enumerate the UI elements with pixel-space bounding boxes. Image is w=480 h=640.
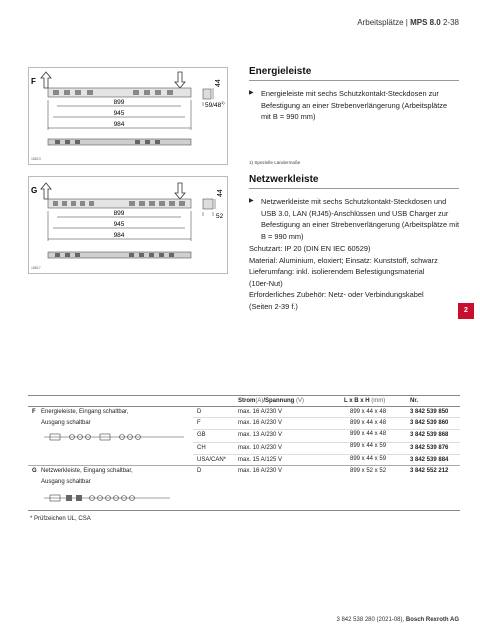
row-nr: 3 842 552 212 — [410, 468, 449, 474]
table-footnote: * Prüfzeichen UL, CSA — [30, 516, 91, 522]
fig2-dim-1: 899 — [113, 210, 125, 217]
header-product: MPS 8.0 — [410, 18, 441, 27]
header-rule — [28, 406, 460, 407]
row-strom: max. 13 A/230 V — [238, 432, 283, 438]
spec-line: (Seiten 2-39 f.) — [249, 301, 298, 311]
group-g-letter: G — [32, 468, 37, 474]
netzwerkleiste-bullet-text: Netzwerkleiste mit sechs Schutzkontakt-Steckdosen und USB 3.0, LAN (RJ45)-Anschlüssen und USB Charger zur Befestigung an einer Strebenverlängerung (Arbeitsplätze mit B = 990 mm) — [261, 197, 460, 241]
row-dim: 899 x 44 x 48 — [350, 409, 387, 415]
energieleiste-footnote: 1) Spezielle Ländermaße — [249, 160, 301, 165]
row-country: F — [197, 420, 201, 426]
row-divider — [193, 442, 460, 443]
fig2-height: 44 — [217, 189, 224, 197]
footer-company: Bosch Rexroth AG — [405, 617, 459, 623]
row-nr: 3 842 539 884 — [410, 457, 449, 463]
page-footer — [336, 617, 459, 623]
arrow-down-icon — [175, 183, 185, 199]
row-nr: 3 842 539 860 — [410, 420, 449, 426]
arrow-up-icon — [41, 183, 51, 199]
row-strom: max. 16 A/230 V — [238, 409, 283, 415]
fig1-side: 59/48 — [205, 102, 222, 109]
row-dim: 899 x 52 x 52 — [350, 468, 387, 474]
energieleiste-drawing — [28, 67, 228, 165]
page-header — [357, 18, 459, 27]
group-g-name: Netzwerkleiste, Eingang schaltbar, — [41, 468, 133, 474]
col-header-strom: Strom(A)/Spannung (V) — [238, 398, 305, 404]
netzwerkleiste-drawing — [28, 176, 228, 274]
spec-line: (10er-Nut) — [249, 278, 283, 288]
fig1-dim-2: 945 — [113, 110, 125, 117]
fig2-dim-3: 984 — [113, 232, 125, 239]
energieleiste-bullet-text: Energieleiste mit sechs Schutzkontakt-Steckdosen zur Befestigung an einer Strebenverlängerung (Arbeitsplätze mit B = 990 mm) — [261, 89, 448, 121]
row-nr: 3 842 539 868 — [410, 432, 449, 438]
spec-line: Erforderliches Zubehör: Netz- oder Verbindungskabel — [249, 290, 424, 299]
fig1-dim-3: 984 — [113, 121, 125, 128]
bullet-triangle-icon: ▶ — [249, 90, 254, 96]
col-header-nr: Nr. — [410, 398, 419, 404]
group-divider — [28, 465, 460, 466]
row-divider — [193, 429, 460, 430]
netzwerkleiste-rule — [249, 188, 459, 189]
row-dim: 899 x 44 x 59 — [350, 443, 387, 449]
fig1-dim-1: 899 — [113, 99, 125, 106]
arrow-up-icon — [41, 72, 51, 88]
row-dim: 899 x 44 x 48 — [350, 420, 387, 426]
fig1-code: 18813 — [31, 157, 41, 161]
fig2-letter: G — [31, 186, 38, 195]
fig1-sup: 1) — [221, 100, 225, 105]
energieleiste-rule — [249, 80, 459, 81]
energieleiste-svg — [29, 68, 227, 164]
row-nr: 3 842 539 850 — [410, 409, 449, 415]
netzwerkleiste-bullet — [249, 196, 461, 242]
row-strom: max. 16 A/230 V — [238, 468, 283, 474]
table-top-rule — [28, 395, 460, 396]
group-f-name: Energieleiste, Eingang schaltbar, — [41, 409, 129, 415]
group-f-symbol — [44, 433, 184, 441]
netzwerkleiste-svg — [29, 177, 227, 273]
group-g-symbol — [44, 494, 174, 502]
footer-doc: 3 842 538 280 (2021-08), — [336, 617, 405, 623]
row-dim: 899 x 44 x 48 — [350, 431, 387, 437]
col-header-lbh: L x B x H (mm) — [344, 398, 386, 404]
group-f-letter: F — [32, 409, 36, 415]
fig1-height: 44 — [215, 79, 222, 87]
row-country: USA/CAN* — [197, 457, 227, 463]
row-nr: 3 842 539 876 — [410, 445, 449, 451]
row-strom: max. 10 A/230 V — [238, 445, 283, 451]
spec-line: Schutzart: IP 20 (DIN EN IEC 60529) — [249, 244, 371, 253]
arrow-down-icon — [175, 72, 185, 88]
energieleiste-title: Energieleiste — [249, 66, 312, 77]
row-country: GB — [197, 432, 206, 438]
chapter-tab: 2 — [458, 303, 474, 319]
fig2-code: 18817 — [31, 266, 41, 270]
header-section: Arbeitsplätze | — [357, 18, 408, 27]
fig2-side: 52 — [216, 213, 224, 220]
spec-line: Material: Aluminium, eloxiert; Einsatz: Kunststoff, schwarz — [249, 255, 438, 265]
fig1-letter: F — [31, 77, 36, 86]
netzwerkleiste-title: Netzwerkleiste — [249, 174, 319, 185]
header-page: 2-38 — [442, 18, 459, 27]
row-strom: max. 16 A/230 V — [238, 420, 283, 426]
table-bottom-rule — [28, 510, 460, 511]
bullet-triangle-icon: ▶ — [249, 198, 254, 204]
spec-line: Lieferumfang: inkl. isolierendem Befestigungsmaterial — [249, 267, 425, 276]
row-divider — [193, 417, 460, 418]
group-g-name2: Ausgang schaltbar — [41, 479, 91, 485]
row-dim: 899 x 44 x 59 — [350, 456, 387, 462]
row-divider — [193, 454, 460, 455]
energieleiste-bullet — [249, 88, 459, 123]
row-country: CH — [197, 445, 206, 451]
row-country: D — [197, 468, 202, 474]
group-f-name2: Ausgang schaltbar — [41, 420, 91, 426]
fig2-dim-2: 945 — [113, 221, 125, 228]
row-country: D — [197, 409, 202, 415]
row-strom: max. 15 A/125 V — [238, 457, 283, 463]
netzwerkleiste-specs — [249, 243, 464, 312]
